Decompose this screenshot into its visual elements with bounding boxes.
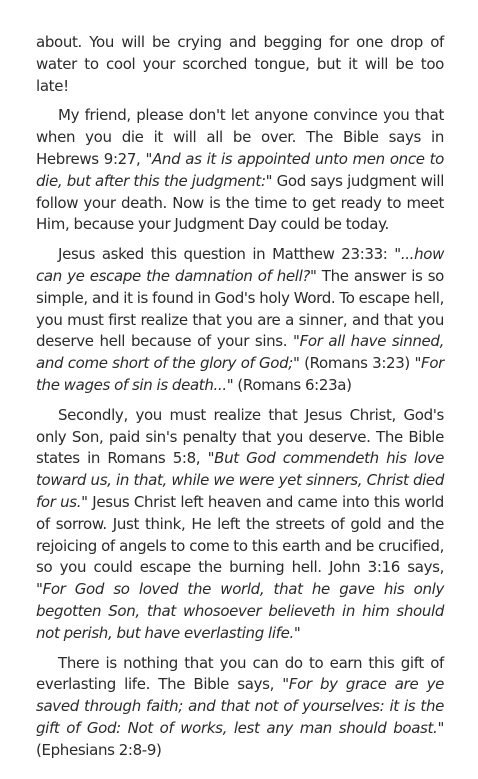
- paragraph-text: (Ephesians 2:8-9): [36, 740, 162, 759]
- paragraph-1: [36, 32, 444, 97]
- scripture-quote: "...how can ye escape the damnation of hell?": [36, 245, 444, 285]
- paragraph-text: There is nothing that you can do to earn this gift of everlasting life. The Bible says,: [36, 653, 444, 694]
- paragraph-3: [36, 244, 444, 397]
- paragraph-5: [36, 653, 444, 762]
- paragraph-text: The answer is so simple, and it is found in God's holy Word. To escape hell, you must first realize that you are a sinner, and that you deserve hell because of your sins.: [36, 266, 444, 351]
- paragraph-text: God says judgment will follow your death. Now is the time to get ready to meet Him, because your Judgment Day could be today.: [36, 171, 445, 234]
- scripture-quote: "For all have sinned, and come short of the glory of God;": [36, 332, 444, 373]
- paragraph-2: [36, 105, 444, 236]
- scripture-quote: "But God commendeth his love toward us, in that, while we were yet sinners, Christ died for us.": [36, 449, 444, 511]
- paragraph-4: [36, 405, 444, 645]
- paragraph-text: about. You will be crying and begging for one drop of water to cool your scorched tongue, but it will be too late!: [36, 33, 444, 95]
- paragraph-text: Jesus asked this question in Matthew 23:33:: [58, 245, 395, 264]
- paragraph-text: My friend, please don't let anyone convince you that when you die it will all be over. The Bible says in Hebrews 9:27,: [36, 106, 444, 168]
- document-page: [36, 32, 444, 770]
- paragraph-text: (Romans 3:23): [299, 354, 415, 373]
- paragraph-text: (Romans 6:23a): [233, 375, 352, 394]
- scripture-quote: "For by grace are ye saved through faith; and that not of yourselves: it is the gift of God: Not of works, lest any man should boast.": [36, 675, 444, 737]
- paragraph-text: Secondly, you must realize that Jesus Christ, God's only Son, paid sin's penalty that you deserve. The Bible states in Romans 5:8,: [36, 405, 444, 468]
- paragraph-text: Jesus Christ left heaven and came into this world of sorrow. Just think, He left the streets of gold and the rejoicing of angels to come to this earth and be crucified, so you could escape the burning hell. John 3:16 says,: [36, 492, 444, 577]
- scripture-quote: "And as it is appointed unto men once to die, but after this the judgment:": [36, 149, 444, 190]
- scripture-quote: "For the wages of sin is death...": [36, 354, 444, 394]
- scripture-quote: "For God so loved the world, that he gave his only begotten Son, that whosoever believeth in him should not perish, but have everlasting life.": [36, 580, 444, 642]
